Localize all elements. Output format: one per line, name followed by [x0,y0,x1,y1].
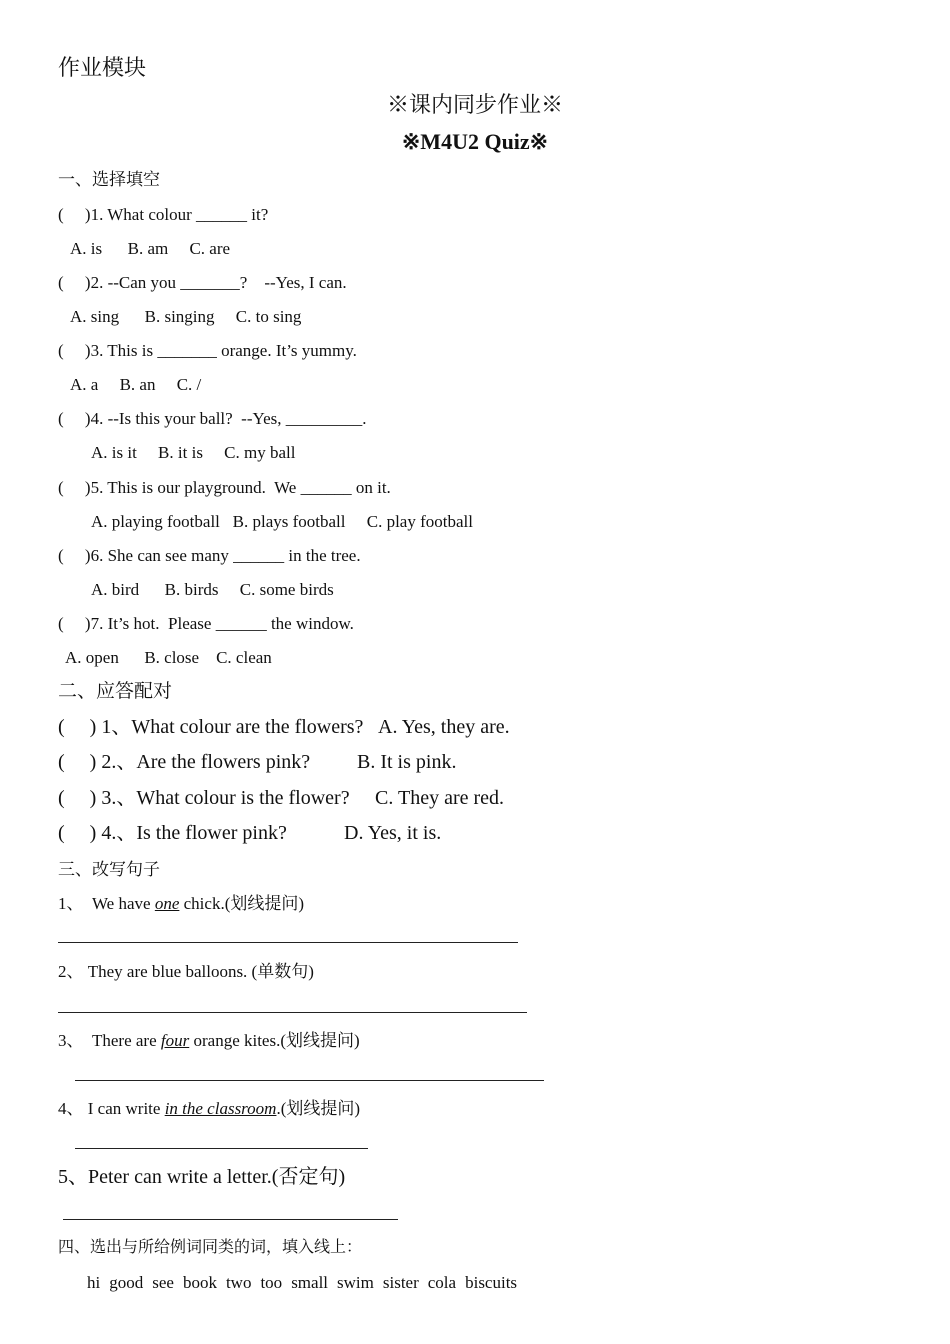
word: good [109,1273,144,1292]
rewrite-3: 3、 There are four orange kites.(划线提问) [58,1031,360,1050]
section-2-title: 二、应答配对 [58,681,173,702]
question-4: ( )4. --Is this your ball? --Yes, _________. [58,409,367,428]
answer-line-4[interactable] [75,1148,368,1149]
question-2-options: A. sing B. singing C. to sing [70,307,302,326]
match-question-1: ( ) 1、What colour are the flowers? [58,716,364,738]
question-6: ( )6. She can see many ______ in the tree. [58,546,361,565]
word: swim [337,1273,374,1292]
answer-line-1[interactable] [58,942,518,943]
section-title: ※课内同步作业※ [386,92,563,117]
section-1-title: 一、选择填空 [58,170,160,189]
rewrite-2: 2、 They are blue balloons. (单数句) [58,962,314,981]
match-answer-a: A. Yes, they are. [378,716,510,738]
section-3-title: 三、改写句子 [58,860,160,879]
match-answer-c: C. They are red. [375,787,505,809]
word: sister [382,1273,419,1292]
match-answer-b: B. It is pink. [357,751,457,773]
answer-line-3[interactable] [75,1080,544,1081]
rewrite-5: 5、Peter can write a letter.(否定句) [58,1166,346,1188]
question-1-options: A. is B. am C. are [70,239,231,258]
rewrite-4: 4、 I can write in the classroom.(划线提问) [58,1099,361,1118]
match-question-3: ( ) 3.、What colour is the flower? [58,787,350,809]
question-7-options: A. open B. close C. clean [65,648,272,667]
match-answer-d: D. Yes, it is. [344,822,442,844]
word: cola [427,1273,457,1292]
question-1: ( )1. What colour ______ it? [58,205,269,224]
word-bank [87,1274,526,1291]
word: hi [87,1273,101,1292]
question-5-options: A. playing football B. plays football C. play football [91,512,473,531]
answer-line-2[interactable] [58,1012,527,1013]
question-6-options: A. bird B. birds C. some birds [91,580,334,599]
question-2: ( )2. --Can you _______? --Yes, I can. [58,273,347,292]
question-5: ( )5. This is our playground. We ______ on it. [58,478,391,497]
word: two [225,1273,252,1292]
word: book [182,1273,217,1292]
section-4-title: 四、选出与所给例词同类的词，填入线上： [58,1239,363,1256]
answer-line-5[interactable] [63,1219,398,1220]
module-label: 作业模块 [58,55,147,80]
match-question-4: ( ) 4.、Is the flower pink? [58,822,287,844]
match-question-2: ( ) 2.、Are the flowers pink? [58,751,311,773]
word: small [291,1273,329,1292]
quiz-title: ※M4U2 Quiz※ [401,129,549,154]
word: biscuits [465,1273,518,1292]
word: too [260,1273,283,1292]
question-3-options: A. a B. an C. / [70,375,202,394]
question-3: ( )3. This is _______ orange. It’s yummy. [58,341,357,360]
question-4-options: A. is it B. it is C. my ball [91,443,296,462]
rewrite-1: 1、 We have one chick.(划线提问) [58,894,305,913]
word: see [152,1273,174,1292]
question-7: ( )7. It’s hot. Please ______ the window. [58,614,354,633]
